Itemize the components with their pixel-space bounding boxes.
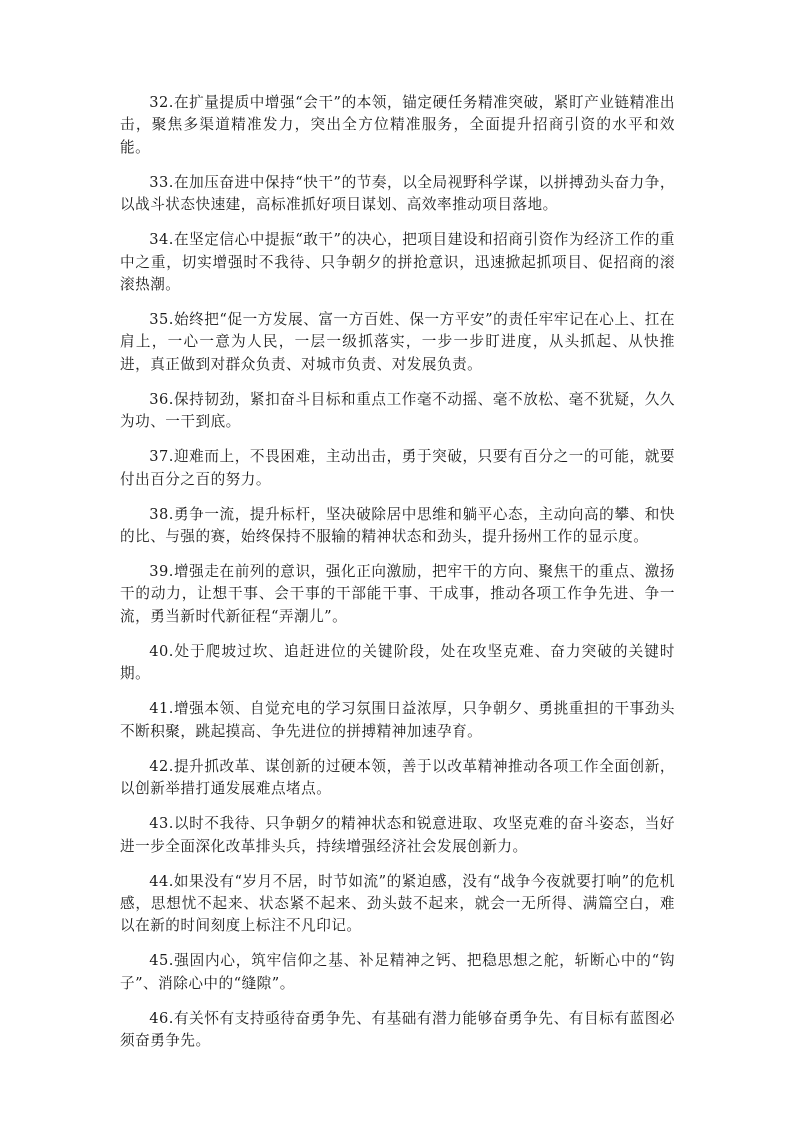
- document-body: [120, 92, 675, 1065]
- paragraph-35: 35.始终把“促一方发展、富一方百姓、保一方平安”的责任牢牢记在心上、扛在肩上，一心一意为人民，一层一级抓落实，一步一步盯进度，从头抓起、从快推进，真正做到对群众负责、对城市负责、对发展负责。: [120, 311, 675, 373]
- paragraph-42: 42.提升抓改革、谋创新的过硬本领，善于以改革精神推动各项工作全面创新，以创新举措打通发展难点堵点。: [120, 757, 675, 798]
- paragraph-39: 39.增强走在前列的意识，强化正向激励，把牢干的方向、聚焦干的重点、激扬干的动力，让想干事、会干事的干部能干事、干成事，推动各项工作争先进、争一流，勇当新时代新征程“弄潮儿”。: [120, 563, 675, 625]
- paragraph-34: 34.在坚定信心中提振“敢干”的决心，把项目建设和招商引资作为经济工作的重中之重，切实增强时不我待、只争朝夕的拼抢意识，迅速掀起抓项目、促招商的滚滚热潮。: [120, 231, 675, 294]
- paragraph-43: 43.以时不我待、只争朝夕的精神状态和锐意进取、攻坚克难的奋斗姿态，当好进一步全面深化改革排头兵，持续增强经济社会发展创新力。: [120, 815, 675, 855]
- paragraph-44: 44.如果没有“岁月不居，时节如流”的紧迫感，没有“战争今夜就要打响”的危机感，思想忧不起来、状态紧不起来、劲头鼓不起来，就会一无所得、满篇空白，难以在新的时间刻度上标注不凡印记。: [120, 872, 675, 935]
- paragraph-36: 36.保持韧劲，紧扣奋斗目标和重点工作毫不动摇、毫不放松、毫不犹疑，久久为功、一干到底。: [120, 390, 675, 431]
- paragraph-33: 33.在加压奋进中保持“快干”的节奏，以全局视野科学谋，以拼搏劲头奋力争，以战斗状态快速建，高标准抓好项目谋划、高效率推动项目落地。: [120, 173, 675, 214]
- paragraph-40: 40.处于爬坡过坎、追赶进位的关键阶段，处在攻坚克难、奋力突破的关键时期。: [120, 642, 675, 683]
- paragraph-46: 46.有关怀有支持亟待奋勇争先、有基础有潜力能够奋勇争先、有目标有蓝图必须奋勇争先。: [120, 1009, 675, 1050]
- paragraph-32: 32.在扩量提质中增强“会干”的本领，锚定硬任务精准突破，紧盯产业链精准出击，聚焦多渠道精准发力，突出全方位精准服务，全面提升招商引资的水平和效能。: [120, 94, 675, 156]
- paragraph-41: 41.增强本领、自觉充电的学习氛围日益浓厚，只争朝夕、勇挑重担的干事劲头不断积聚，跳起摸高、争先进位的拼搏精神加速孕育。: [120, 700, 675, 740]
- paragraph-38: 38.勇争一流，提升标杆，坚决破除居中思维和躺平心态，主动向高的攀、和快的比、与强的赛，始终保持不服输的精神状态和劲头，提升扬州工作的显示度。: [120, 505, 675, 546]
- paragraph-45: 45.强固内心，筑牢信仰之基、补足精神之钙、把稳思想之舵，斩断心中的“钩子”、消除心中的“缝隙”。: [120, 952, 675, 992]
- paragraph-37: 37.迎难而上，不畏困难，主动出击，勇于突破，只要有百分之一的可能，就要付出百分之百的努力。: [120, 448, 675, 488]
